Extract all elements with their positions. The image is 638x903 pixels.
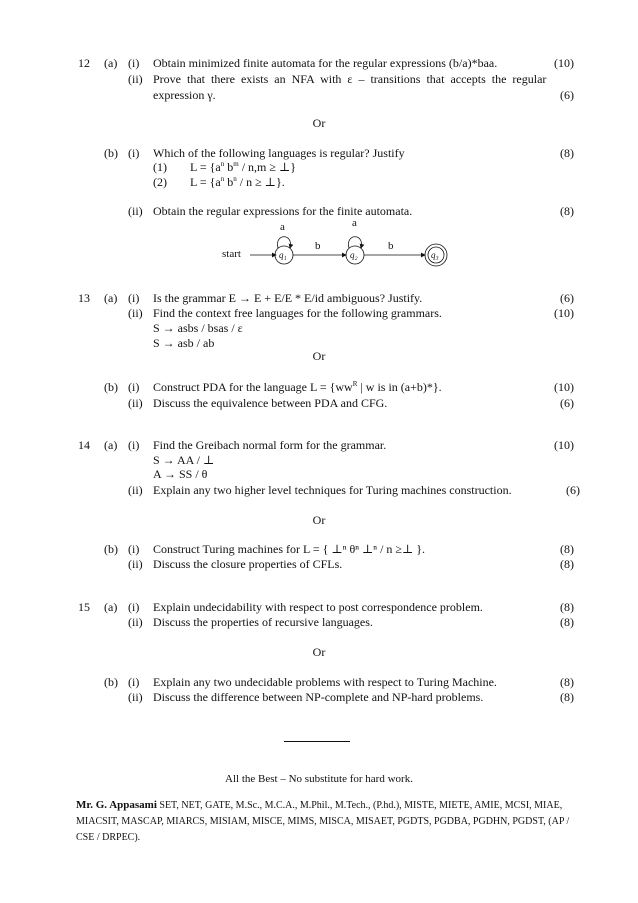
question-text: Explain any two higher level techniques for Turing machines construction.: [153, 483, 512, 497]
marks: (8): [560, 690, 574, 704]
language-number: (2): [153, 175, 167, 189]
marks: (8): [560, 600, 574, 614]
marks: (8): [560, 204, 574, 218]
marks: (10): [554, 438, 574, 452]
part-label: (a): [104, 291, 118, 305]
subpart-label: (i): [128, 146, 140, 160]
language-number: (1): [153, 160, 167, 174]
marks: (6): [566, 483, 580, 497]
edge-q1-q2-label: b: [315, 240, 321, 252]
subpart-label: (ii): [128, 615, 143, 629]
part-label: (b): [104, 675, 118, 689]
subpart-label: (ii): [128, 483, 143, 497]
language-definition: $L = \{a^n$ $b^m / n,m$ ≥ ⊥}: [190, 160, 297, 174]
or-separator: Or: [312, 349, 326, 363]
part-label: (b): [104, 380, 118, 394]
question-text: Prove that there exists an NFA with ε – transitions that accepts the regular: [153, 72, 547, 86]
part-label: (a): [104, 600, 118, 614]
subpart-label: (i): [128, 291, 140, 305]
question-number: 14: [78, 438, 90, 452]
state-q3-label: q₃: [431, 250, 439, 260]
question-text: Discuss the equivalence between PDA and CFG.: [153, 396, 388, 410]
marks: (6): [560, 88, 574, 102]
question-text: Discuss the difference between NP-complete and NP-hard problems.: [153, 690, 484, 704]
or-separator: Or: [312, 116, 326, 130]
question-text: Find the Greibach normal form for the grammar.: [153, 438, 387, 452]
subpart-label: (ii): [128, 690, 143, 704]
marks: (10): [554, 56, 574, 70]
end-rule: [284, 741, 350, 742]
part-label: (b): [104, 542, 118, 556]
marks: (6): [560, 291, 574, 305]
state-q2-label: q₂: [350, 250, 358, 260]
question-text: Find the context free languages for the following grammars.: [153, 306, 442, 320]
author-name: Mr. G. Appasami: [76, 799, 157, 811]
question-text: Discuss the properties of recursive languages.: [153, 615, 373, 629]
subpart-label: (ii): [128, 557, 143, 571]
or-separator: Or: [312, 645, 326, 659]
footer-motto: All the Best – No substitute for hard work.: [225, 773, 413, 785]
part-label: (b): [104, 146, 118, 160]
grammar-rule: S → AA / ⊥: [153, 453, 215, 467]
question-text-continued: expression γ.: [153, 88, 216, 102]
marks: (10): [554, 306, 574, 320]
subpart-label: (ii): [128, 306, 143, 320]
question-text: Obtain the regular expressions for the finite automata.: [153, 204, 413, 218]
question-text: Construct Turing machines for L = { ⊥ⁿ θⁿ ⊥ⁿ / n ≥⊥ }.: [153, 542, 426, 556]
subpart-label: (i): [128, 600, 140, 614]
subpart-label: (ii): [128, 396, 143, 410]
question-text: Discuss the closure properties of CFLs.: [153, 557, 343, 571]
marks: (8): [560, 146, 574, 160]
part-label: (a): [104, 56, 118, 70]
grammar-rule: S → asbs / bsas / ε: [153, 321, 243, 335]
marks: (8): [560, 557, 574, 571]
or-separator: Or: [312, 513, 326, 527]
subpart-label: (ii): [128, 72, 143, 86]
start-label: start: [222, 248, 241, 260]
question-number: 13: [78, 291, 90, 305]
question-text: Is the grammar E → E + E/E * E/id ambiguous? Justify.: [153, 291, 423, 305]
question-number: 12: [78, 56, 90, 70]
author-credits: [76, 797, 576, 846]
marks: (8): [560, 542, 574, 556]
question-text: Construct PDA for the language $L = \{ww^R$ | w is in (a+b)*}.: [153, 380, 442, 394]
marks: (10): [554, 380, 574, 394]
marks: (6): [560, 396, 574, 410]
subpart-label: (i): [128, 438, 140, 452]
marks: (8): [560, 675, 574, 689]
grammar-rule: A → SS / θ: [153, 467, 208, 481]
question-text: Explain undecidability with respect to post correspondence problem.: [153, 600, 483, 614]
question-text: Obtain minimized finite automata for the regular expressions (b/a)*baa.: [153, 56, 498, 70]
edge-q2-q3-label: b: [388, 240, 394, 252]
state-q1-label: q₁: [279, 250, 287, 260]
subpart-label: (i): [128, 56, 140, 70]
subpart-label: (i): [128, 380, 140, 394]
grammar-rule: S → asb / ab: [153, 336, 215, 350]
subpart-label: (ii): [128, 204, 143, 218]
question-text: Explain any two undecidable problems with respect to Turing Machine.: [153, 675, 497, 689]
loop-q2-label: a: [352, 217, 357, 229]
subpart-label: (i): [128, 542, 140, 556]
subpart-label: (i): [128, 675, 140, 689]
marks: (8): [560, 615, 574, 629]
author-credentials: SET, NET, GATE, M.Sc., M.C.A., M.Phil., M.Tech., (P.hd.), MISTE, MIETE, AMIE, MCSI, MIAE, MIACSIT, MASCAP, MIARCS, MISIAM, MISCE, MIMS, MISCA, MISAET, PGDTS, PGDBA, PGDHN, PGDST, (AP / CSE / DRPEC).: [76, 800, 570, 843]
question-text: Which of the following languages is regular? Justify: [153, 146, 405, 160]
loop-q1-label: a: [280, 221, 285, 233]
question-number: 15: [78, 600, 90, 614]
language-definition: $L = \{a^n$ $b^n$ / n ≥ ⊥}.: [190, 175, 285, 189]
part-label: (a): [104, 438, 118, 452]
finite-automaton-diagram: [200, 215, 460, 275]
